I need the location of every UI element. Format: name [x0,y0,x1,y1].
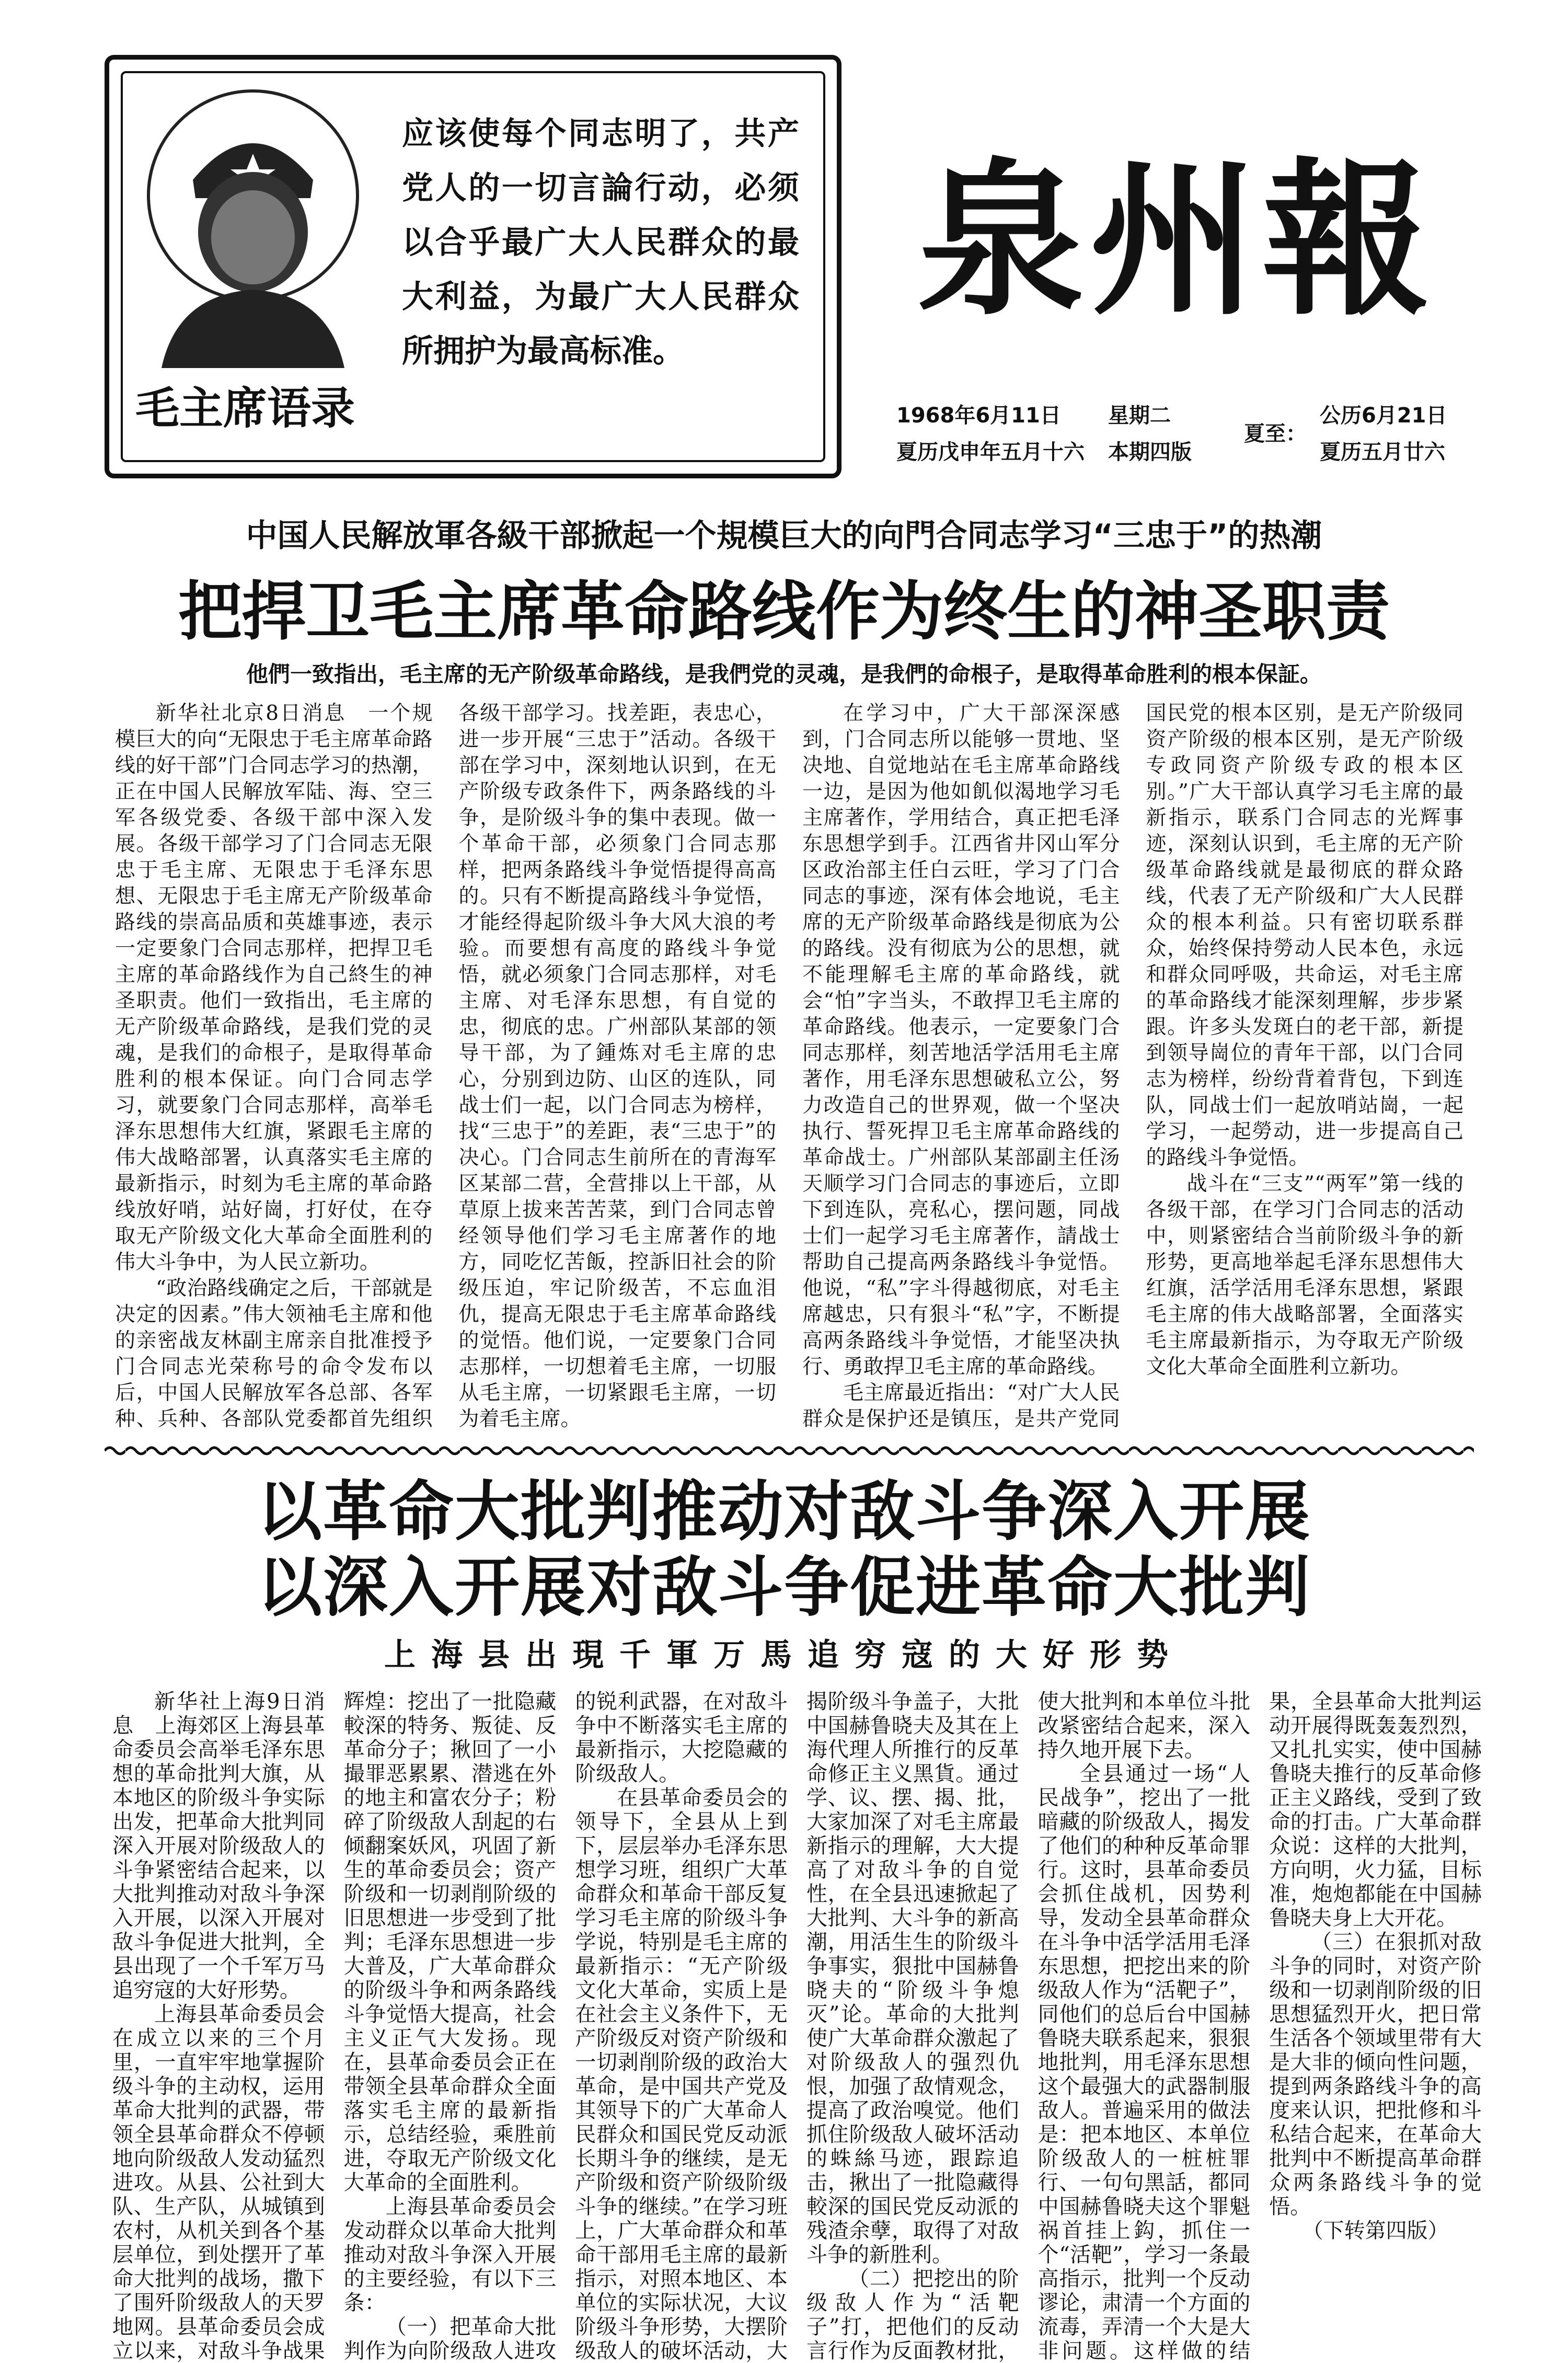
lunar-date: 夏历戊申年五月十六 [896,440,1085,464]
article-paragraph: “政治路线确定之后，干部就是决定的因素。”伟大领袖毛主席和他的亲密战友林副主席亲自批准授予门合同志光荣称号的命令发布以后，中国人民解放军各总部、各军种、兵种、各部队党委都首先组织各级干部学习。找差距，表忠心，进一步开展“三忠于”活动。各级干部在学习中，深刻地认识到，在无产阶级专政条件下，两条路线的斗争，是阶级斗争的集中表现。做一个革命干部，必须象门合同志那样，把两条路线斗争觉悟提得高高的。只有不断提高路线斗争觉悟，才能经得起阶级斗争大风大浪的考验。而要想有高度的路线斗争觉悟，就必须象门合同志那样，对毛主席、对毛泽东思想，有自觉的忠，彻底的忠。广州部队某部的领导干部，为了鍾炼对毛主席的忠心，分别到边防、山区的连队，同战士们一起，以门合同志为榜样，找“三忠于”的差距，表“三忠于”的决心。门合同志生前所在的青海军区某部二营，全营排以上干部，从草原上拔来苦苦菜，到门合同志曾经领导他们学习毛主席著作的地方，同吃忆苦飯，控訴旧社会的阶级压迫，牢记阶级苦，不忘血泪仇，提高无限忠于毛主席革命路线的觉悟。他们说，一定要象门合同志那样，一切想着毛主席，一切服从毛主席，一切紧跟毛主席，一切为着毛主席。 [115,702,776,1431]
article-paragraph: 上海县革命委员会在成立以来的三个月里，一直牢牢地掌握阶级斗争的主动权，运用革命大批判的武器，带领全县革命群众不停顿地向阶级敌人发动猛烈进攻。从县、公社到大队、生产队，从城镇到农村，从机关到各个基层单位，到处摆开了革命大批判的战场，撒下了围歼阶级敌人的天罗地网。县革命委员会成立以来，对敌斗争战果辉煌：挖出了一批隐藏較深的特务、叛徒、反革命分子；揪回了一小撮罪恶累累、潜逃在外的地主和富农分子；粉碎了阶级敌人刮起的右倾翻案妖风，巩固了新生的革命委员会；资产阶级和一切剥削阶级的旧思想进一步受到了批判；毛泽东思想进一步大普及，广大革命群众的阶级斗争和两条路线斗争觉悟大提高，社会主义正气大发扬。现在，县革命委员会正在带领全县革命群众全面落实毛主席的最新指示，总结经验，乘胜前进，夺取无产阶级文化大革命的全面胜利。 [112,1690,557,2363]
article-paragraph: 新华社北京8日消息 一个规模巨大的向“无限忠于毛主席革命路线的好干部”门合同志学习的热潮，正在中国人民解放军陆、海、空三军各级党委、各级干部中深入发展。各级干部学习了门合同志无限忠于毛主席、无限忠于毛泽东思想、无限忠于毛主席无产阶级革命路线的崇高品质和英雄事迹，表示一定要象门合同志那样，把捍卫毛主席的革命路线作为自己終生的神圣职责。他们一致指出，毛主席的无产阶级革命路线，是我们党的灵魂，是我们的命根子，是取得革命胜利的根本保证。向门合同志学习，就要象门合同志那样，高举毛泽东思想伟大红旗，紧跟毛主席的伟大战略部署，认真落实毛主席的最新指示，时刻为毛主席的革命路线放好哨，站好崗，打好仗，在夺取无产阶级文化大革命全面胜利的伟大斗争中，为人民立新功。 [115,702,433,1274]
article-paragraph: 新华社上海9日消息 上海郊区上海县革命委员会高举毛泽东思想的革命批判大旗，从本地区的阶级斗争实际出发，把革命大批判同深入开展对阶级敌人的斗争紧密结合起来，以大批判推动对敌斗争深入开展，以深入开展对敌斗争促进大批判，全县出现了一个千军万马追穷寇的大好形势。 [112,1690,325,2002]
article1-kicker: 中国人民解放軍各級干部掀起一个規模巨大的向門合同志学习“三忠于”的热潮 [246,518,1322,554]
article1-deck: 他們一致指出，毛主席的无产阶级革命路线，是我們党的灵魂，是我們的命根子，是取得革命胜利的根本保証。 [246,661,1322,687]
continued-on-page-4: （下转第四版） [1302,2219,1449,2243]
quotation-label: 毛主席语录 [135,383,355,434]
edition-count: 本期四版 [1108,440,1192,464]
article-paragraph: 在学习中，广大干部深深感到，门合同志所以能够一贯地、坚决地、自觉地站在毛主席革命路线一边，是因为他如飢似渴地学习毛主席著作，学用结合，真正把毛泽东思想学到手。江西省井冈山军分区政治部主任白云旺，学习了门合同志的事迹，深有体会地说，毛主席的无产阶级革命路线是彻底为公的路线。没有彻底为公的思想，就不能理解毛主席的革命路线，就会“怕”字当头，不敢捍卫毛主席的革命路线。他表示，一定要象门合同志那样，刻苦地活学活用毛主席著作，用毛泽东思想破私立公，努力改造自己的世界观，做一个坚决执行、誓死捍卫毛主席革命路线的革命战士。广州部队某部副主任汤天顺学习门合同志的事迹后，立即下到连队，亮私心，摆问题，同战士们一起学习毛主席著作，請战士帮助自己提高两条路线斗争觉悟。他说，“私”字斗得越彻底，对毛主席越忠，只有狠斗“私”字，不断提高两条路线斗争觉悟，才能坚决执行、勇敢捍卫毛主席的革命路线。 [802,702,1120,1379]
solar-term-gregorian: 公历6月21日 [1320,404,1447,428]
article-paragraph: 上海县革命委员会发动群众以革命大批判推动对敌斗争深入开展的主要经验，有以下三条： [343,2195,557,2315]
issue-date: 1968年6月11日 [896,404,1061,428]
article2-headline-line1: 以革命大批判推动对敌斗争深入开展 [257,1474,1311,1550]
article-paragraph: （一）把革命大批判作为向阶级敌人进攻的锐利武器，在对敌斗争中不断落实毛主席的最新指示，大挖隐藏的阶级敌人。 [343,1690,788,2363]
solar-term-lunar: 夏历五月廿六 [1320,440,1445,464]
quotation-text: 应该使每个同志明了，共产党人的一切言論行动，必须以合乎最广大人民群众的最大利益，为最广大人民群众所拥护为最高标准。 [402,116,799,370]
weekday: 星期二 [1108,404,1171,428]
article-paragraph: 在县革命委员会的领导下，全县从上到下，层层举办毛泽东思想学习班，组织广大革命群众和革命干部反复学习毛主席的阶级斗争学说，特别是毛主席的最新指示：“无产阶级文化大革命，实质上是在社会主义条件下，无产阶级反对资产阶级和一切剥削阶级的政治大革命，是中国共产党及其领导下的广大革命人民群众和国民党反动派长期斗争的继续，是无产阶级和资产阶级阶级斗争的继续。”在学习班上，广大革命群众和革命干部用毛主席的最新指示，对照本地区、本单位的实际状况，大议阶级斗争形势，大摆阶级敌人的破坏活动，大揭阶级斗争盖子，大批中国赫鲁晓夫及其在上海代理人所推行的反革命修正主义黑貨。通过学、议、摆、揭、批，大家加深了对毛主席最新指示的理解，大大提高了对敌斗争的自觉性，在全县迅速掀起了大批判、大斗争的新高潮，用活生生的阶级斗争事实，狠批中国赫鲁晓夫的“阶级斗争熄灭”论。革命的大批判使广大革命群众激起了对阶级敌人的强烈仇恨，加强了敌情观念，提高了政治嗅觉。他们抓住阶级敌人破坏活动的蛛絲马迹，跟踪追击，揪出了一批隐藏得較深的国民党反动派的残渣余孽，取得了对敌斗争的新胜利。 [575,1690,1019,2363]
article1-headline: 把捍卫毛主席革命路线作为终生的神圣职责 [178,575,1390,649]
article2-deck: 上海县出現千軍万馬追穷寇的大好形势 [384,1637,1184,1673]
solar-term-label: 夏至： [1244,422,1307,446]
article-paragraph: （二）把挖出的阶级敌人作为“活靶子”打，把他们的反动言行作为反面教材批，使大批判和本单位斗批改紧密结合起来，深入持久地开展下去。 [806,1690,1251,2363]
lower-content [0,701,1568,2363]
article2-headline-line2: 以深入开展对敌斗争促进革命大批判 [257,1550,1311,1625]
article1-body [115,701,1463,1432]
article-paragraph: （三）在狠抓对敌斗争的同时，对资产阶级和一切剥削阶级的旧思想猛烈开火，把日常生活各个领域里带有大是大非的倾向性问题，提到两条路线斗争的高度来认识，把批修和斗私结合起来，在革命大批判中不断提高革命群众两条路线斗争的觉悟。 [1269,1930,1482,2219]
quotation-box [105,55,841,478]
article2-body [112,1690,1482,2363]
wavy-divider [105,1443,1474,1459]
portrait-image [130,75,376,368]
article-paragraph: 全县通过一场“人民战争”，挖出了一批暗藏的阶级敌人，揭发了他们的种种反革命罪行。这时，县革命委员会抓住战机，因势利导，发动全县革命群众在斗争中活学活用毛泽东思想，把挖出来的阶级敌人作为“活靶子”，同他们的总后台中国赫鲁晓夫联系起来，狠狠地批判，用毛泽东思想这个最强大的武器制服敌人。普遍采用的做法是：把本地区、本单位阶级敌人的一桩桩罪行、一句句黑話，都同中国赫鲁晓夫这个罪魁祸首挂上鈎，抓住一个“活靶”，学习一条最高指示，批判一个反动谬论，肃清一个方面的流毒，弄清一个大是大非问题。这样做的结果，全县革命大批判运动开展得既轰轰烈烈，又扎扎实实，使中国赫鲁晓夫推行的反革命修正主义路线，受到了致命的打击。广大革命群众说：这样的大批判，方向明，火力猛，目标准，炮炮都能在中国赫鲁晓夫身上大开花。 [1037,1690,1482,2363]
newspaper-title: 泉州報 [917,142,1435,338]
article-paragraph: 毛主席最近指出：“对广大人民群众是保护还是镇压，是共产党同国民党的根本区别，是无产阶级同资产阶级的根本区别，是无产阶级专政同资产阶级专政的根本区别。”广大干部认真学习毛主席的最新指示，联系门合同志的光辉事迹，深刻认识到，毛主席的无产阶级革命路线就是最彻底的群众路线，代表了无产阶级和广大人民群众的根本利益。只有密切联系群众，始终保持勞动人民本色，永远和群众同呼吸，共命运，对毛主席的革命路线才能深刻理解，步步紧跟。许多头发斑白的老干部，新提到领导崗位的青年干部，以门合同志为榜样，纷纷背着背包，下到连队，同战士们一起放哨站崗，一起学习，一起勞动，进一步提高自己的路线斗争觉悟。 [802,702,1463,1431]
article-paragraph: 战斗在“三支”“两军”第一线的各级干部，在学习门合同志的活动中，则紧密结合当前阶级斗争的新形势，更高地举起毛泽东思想伟大红旗，活学活用毛泽东思想，紧跟毛主席的伟大战略部署，全面落实毛主席最新指示，为夺取无产阶级文化大革命全面胜利立新功。 [1146,1172,1463,1379]
